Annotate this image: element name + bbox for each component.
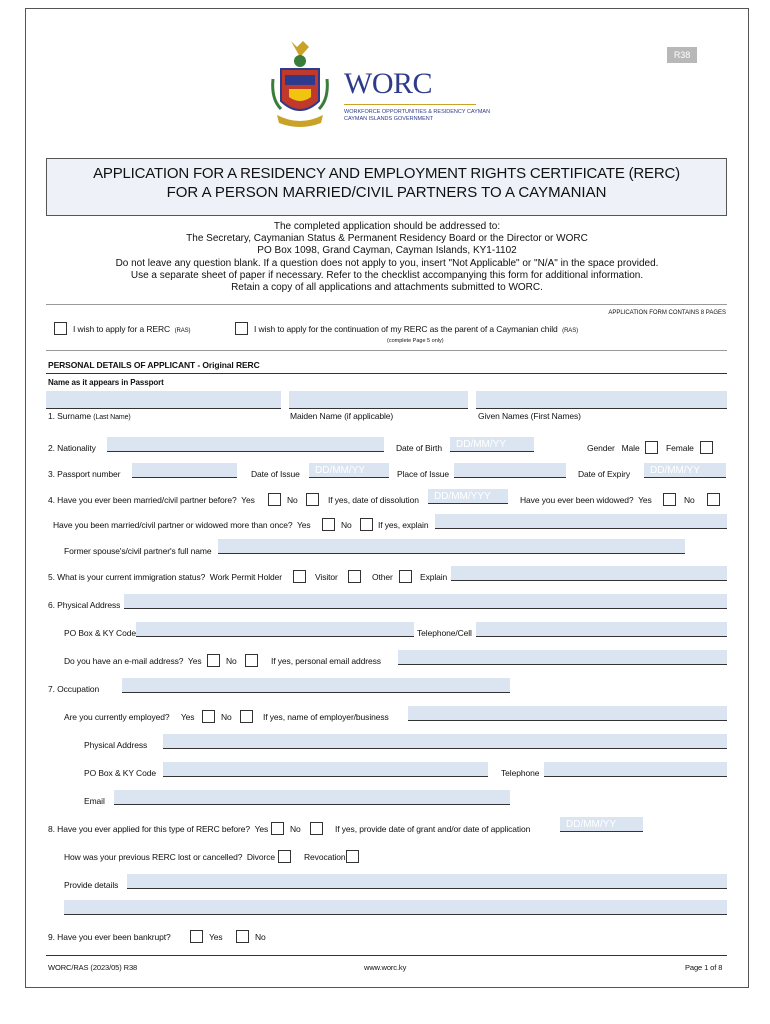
continuation-checkbox[interactable] (235, 322, 248, 335)
married-before-no-label: No (287, 495, 298, 505)
footer-code: WORC/RAS (2023/05) R38 (48, 963, 138, 972)
title-box (46, 158, 727, 216)
applied-before-no-checkbox[interactable] (310, 822, 323, 835)
more-than-once-label: Have you been married/civil partner or widowed more than once? Yes (53, 520, 311, 530)
footer-rule (46, 955, 727, 956)
title-line-2: FOR A PERSON MARRIED/CIVIL PARTNERS TO A CAYMANIAN (166, 184, 607, 201)
surname-field[interactable] (46, 391, 281, 409)
instructions (26, 221, 748, 294)
applied-before-label: 8. Have you ever applied for this type of RERC before? Yes (48, 824, 269, 834)
revocation-label: Revocation (304, 852, 346, 862)
apply-rerc-label: I wish to apply for a RERC (RAS) (73, 324, 191, 334)
employer-po-box-label: PO Box & KY Code (84, 768, 156, 778)
date-of-issue-field[interactable]: DD/MM/YY (309, 463, 389, 478)
worc-logo-text: WORC (344, 67, 432, 100)
occupation-field[interactable] (122, 678, 510, 693)
other-label: Other (372, 572, 393, 582)
female-label: Female (666, 443, 694, 453)
employer-address-field[interactable] (163, 734, 727, 749)
has-email-label: Do you have an e-mail address? Yes (64, 656, 202, 666)
form-page (25, 8, 749, 988)
explain-if-label: If yes, explain (378, 520, 429, 530)
divorce-checkbox[interactable] (278, 850, 291, 863)
female-checkbox[interactable] (700, 441, 713, 454)
applied-before-no-label: No (290, 824, 301, 834)
divider (46, 350, 727, 351)
section-heading: PERSONAL DETAILS OF APPLICANT - Original RERC (48, 360, 260, 370)
has-email-yes-checkbox[interactable] (207, 654, 220, 667)
footer-url: www.worc.ky (364, 963, 407, 972)
po-box-field[interactable] (136, 622, 414, 637)
passport-name-label: Name as it appears in Passport (48, 378, 164, 387)
provide-details-label: Provide details (64, 880, 119, 890)
given-names-label: Given Names (First Names) (478, 411, 581, 421)
dob-label: Date of Birth (396, 443, 442, 453)
revocation-checkbox[interactable] (346, 850, 359, 863)
visitor-label: Visitor (315, 572, 338, 582)
work-permit-checkbox[interactable] (293, 570, 306, 583)
instruction-line: Use a separate sheet of paper if necessary. Refer to the checklist accompanying this form for additional information. (130, 269, 644, 281)
logo-subtitle-2: CAYMAN ISLANDS GOVERNMENT (344, 116, 434, 122)
male-checkbox[interactable] (645, 441, 658, 454)
logo-subtitle-1: WORKFORCE OPPORTUNITIES & RESIDENCY CAYMAN (344, 109, 491, 115)
nationality-field[interactable] (107, 437, 384, 452)
place-of-issue-label: Place of Issue (397, 469, 449, 479)
pages-note: APPLICATION FORM CONTAINS 8 PAGES (608, 310, 726, 316)
personal-email-field[interactable] (398, 650, 727, 665)
married-before-label: 4. Have you ever been married/civil partner before? Yes (48, 495, 255, 505)
employer-address-label: Physical Address (84, 740, 148, 750)
married-before-yes-checkbox[interactable] (268, 493, 281, 506)
immigration-explain-field[interactable] (451, 566, 727, 581)
given-names-field[interactable] (476, 391, 727, 409)
employer-email-label: Email (84, 796, 105, 806)
more-than-once-no-checkbox[interactable] (360, 518, 373, 531)
employer-email-field[interactable] (114, 790, 510, 805)
instruction-line: The Secretary, Caymanian Status & Permanent Residency Board or the Director or WORC (186, 233, 588, 245)
widowed-no-label: No (684, 495, 695, 505)
date-of-expiry-field[interactable]: DD/MM/YY (644, 463, 726, 478)
physical-address-label: 6. Physical Address (48, 600, 121, 610)
po-box-label: PO Box & KY Code (64, 628, 136, 638)
former-spouse-label: Former spouse's/civil partner's full name (64, 546, 212, 556)
employed-no-checkbox[interactable] (240, 710, 253, 723)
explain-label: Explain (420, 572, 448, 582)
place-of-issue-field[interactable] (454, 463, 566, 478)
coat-of-arms-logo (269, 39, 331, 131)
instruction-line: Retain a copy of all applications and attachments submitted to WORC. (231, 282, 543, 294)
continuation-label: I wish to apply for the continuation of my RERC as the parent of a Caymanian child (RAS) (254, 324, 579, 334)
employed-yes-checkbox[interactable] (202, 710, 215, 723)
telephone-cell-label: Telephone/Cell (417, 628, 472, 638)
more-than-once-yes-checkbox[interactable] (322, 518, 335, 531)
bankrupt-label: 9. Have you ever been bankrupt? (48, 932, 171, 942)
dob-field[interactable]: DD/MM/YY (450, 437, 534, 452)
bankrupt-yes-label: Yes (209, 932, 223, 942)
continuation-note: (complete Page 5 only) (387, 338, 444, 344)
employer-field[interactable] (408, 706, 727, 721)
date-of-expiry-label: Date of Expiry (578, 469, 630, 479)
has-email-no-label: No (226, 656, 237, 666)
other-checkbox[interactable] (399, 570, 412, 583)
physical-address-field[interactable] (124, 594, 727, 609)
passport-number-field[interactable] (132, 463, 237, 478)
logo-underline (344, 104, 476, 105)
bankrupt-no-checkbox[interactable] (236, 930, 249, 943)
details-field-1[interactable] (127, 874, 727, 889)
instruction-line: PO Box 1098, Grand Cayman, Cayman Islands, KY1-1102 (257, 245, 517, 257)
date-of-issue-label: Date of Issue (251, 469, 300, 479)
apply-rerc-checkbox[interactable] (54, 322, 67, 335)
instruction-line: Do not leave any question blank. If a question does not apply to you, insert "Not Applicable" or "N/A" in the space provided. (115, 257, 659, 269)
form-code-badge: R38 (667, 47, 697, 63)
widowed-label: Have you ever been widowed? Yes (520, 495, 652, 505)
surname-label: 1. Surname (Last Name) (48, 411, 131, 421)
nationality-label: 2. Nationality (48, 443, 96, 453)
telephone-cell-field[interactable] (476, 622, 727, 637)
instruction-line: The completed application should be addressed to: (273, 221, 501, 232)
employed-label: Are you currently employed? Yes (64, 712, 195, 722)
title-line-1: APPLICATION FOR A RESIDENCY AND EMPLOYMENT RIGHTS CERTIFICATE (RERC) (93, 165, 680, 182)
grant-date-field[interactable]: DD/MM/YY (560, 817, 643, 832)
dissolution-date-field[interactable]: DD/MM/YYY (428, 489, 508, 504)
more-than-once-no-label: No (341, 520, 352, 530)
passport-number-label: 3. Passport number (48, 469, 121, 479)
employer-telephone-field[interactable] (544, 762, 727, 777)
widowed-no-checkbox[interactable] (707, 493, 720, 506)
details-field-2[interactable] (64, 900, 727, 915)
personal-email-label: If yes, personal email address (271, 656, 381, 666)
maiden-name-label: Maiden Name (if applicable) (290, 411, 394, 421)
gender-label: Gender Male (587, 443, 640, 453)
employed-no-label: No (221, 712, 232, 722)
occupation-label: 7. Occupation (48, 684, 100, 694)
bankrupt-no-label: No (255, 932, 266, 942)
employer-label: If yes, name of employer/business (263, 712, 389, 722)
visitor-checkbox[interactable] (348, 570, 361, 583)
immigration-status-label: 5. What is your current immigration status? Work Permit Holder (48, 572, 282, 582)
married-before-no-checkbox[interactable] (306, 493, 319, 506)
divider (46, 304, 727, 305)
footer-page: Page 1 of 8 (685, 963, 723, 972)
bankrupt-yes-checkbox[interactable] (190, 930, 203, 943)
has-email-no-checkbox[interactable] (245, 654, 258, 667)
widowed-yes-checkbox[interactable] (663, 493, 676, 506)
grant-date-label: If yes, provide date of grant and/or date of application (335, 824, 531, 834)
former-spouse-field[interactable] (218, 539, 685, 554)
applied-before-yes-checkbox[interactable] (271, 822, 284, 835)
section-rule (46, 373, 727, 374)
dissolution-label: If yes, date of dissolution (328, 495, 419, 505)
previous-rerc-label: How was your previous RERC lost or cancelled? Divorce (64, 852, 275, 862)
maiden-name-field[interactable] (289, 391, 468, 409)
more-than-once-explain-field[interactable] (435, 514, 727, 529)
employer-telephone-label: Telephone (501, 768, 540, 778)
employer-po-box-field[interactable] (163, 762, 488, 777)
